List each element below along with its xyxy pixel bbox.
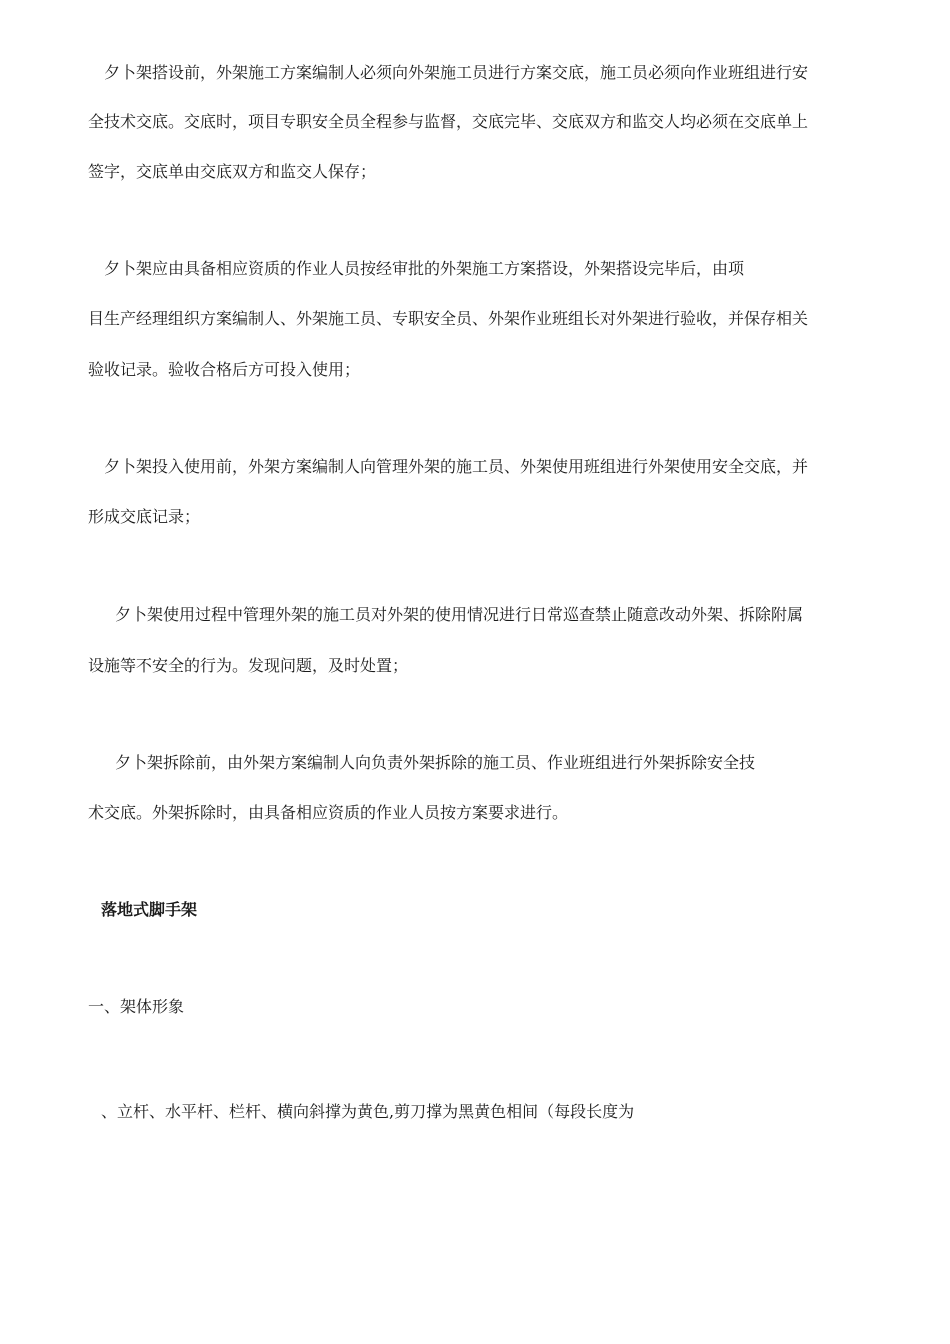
paragraph-1-line-2: 全技术交底。交底时，项目专职安全员全程参与监督，交底完毕、交底双方和监交人均必须在交底单上 xyxy=(88,112,809,131)
section-heading: 落地式脚手架 xyxy=(101,900,198,919)
paragraph-3-line-2: 形成交底记录； xyxy=(88,507,201,526)
paragraph-2-line-3: 验收记录。验收合格后方可投入使用； xyxy=(88,360,361,379)
paragraph-4-line-1: 夕卜架使用过程中管理外架的施工员对外架的使用情况进行日常巡查禁止随意改动外架、拆除附属 xyxy=(115,605,804,624)
paragraph-2-line-1: 夕卜架应由具备相应资质的作业人员按经审批的外架施工方案搭设，外架搭设完毕后，由项 xyxy=(104,259,745,278)
subsection-heading: 一、架体形象 xyxy=(88,997,185,1016)
paragraph-1-line-3: 签字，交底单由交底双方和监交人保存； xyxy=(88,162,377,181)
paragraph-5-line-2: 术交底。外架拆除时，由具备相应资质的作业人员按方案要求进行。 xyxy=(88,803,569,822)
paragraph-4-line-2: 设施等不安全的行为。发现问题，及时处置； xyxy=(88,656,409,675)
paragraph-3-line-1: 夕卜架投入使用前，外架方案编制人向管理外架的施工员、外架使用班组进行外架使用安全交底，并 xyxy=(104,457,809,476)
paragraph-2-line-2: 目生产经理组织方案编制人、外架施工员、专职安全员、外架作业班组长对外架进行验收，并保存相关 xyxy=(88,309,809,328)
paragraph-1-line-1: 夕卜架搭设前，外架施工方案编制人必须向外架施工员进行方案交底，施工员必须向作业班组进行安 xyxy=(104,63,809,82)
item-text: 、立杆、水平杆、栏杆、横向斜撑为黄色,剪刀撑为黑黄色相间（每段长度为 xyxy=(101,1102,635,1121)
paragraph-5-line-1: 夕卜架拆除前，由外架方案编制人向负责外架拆除的施工员、作业班组进行外架拆除安全技 xyxy=(115,753,756,772)
